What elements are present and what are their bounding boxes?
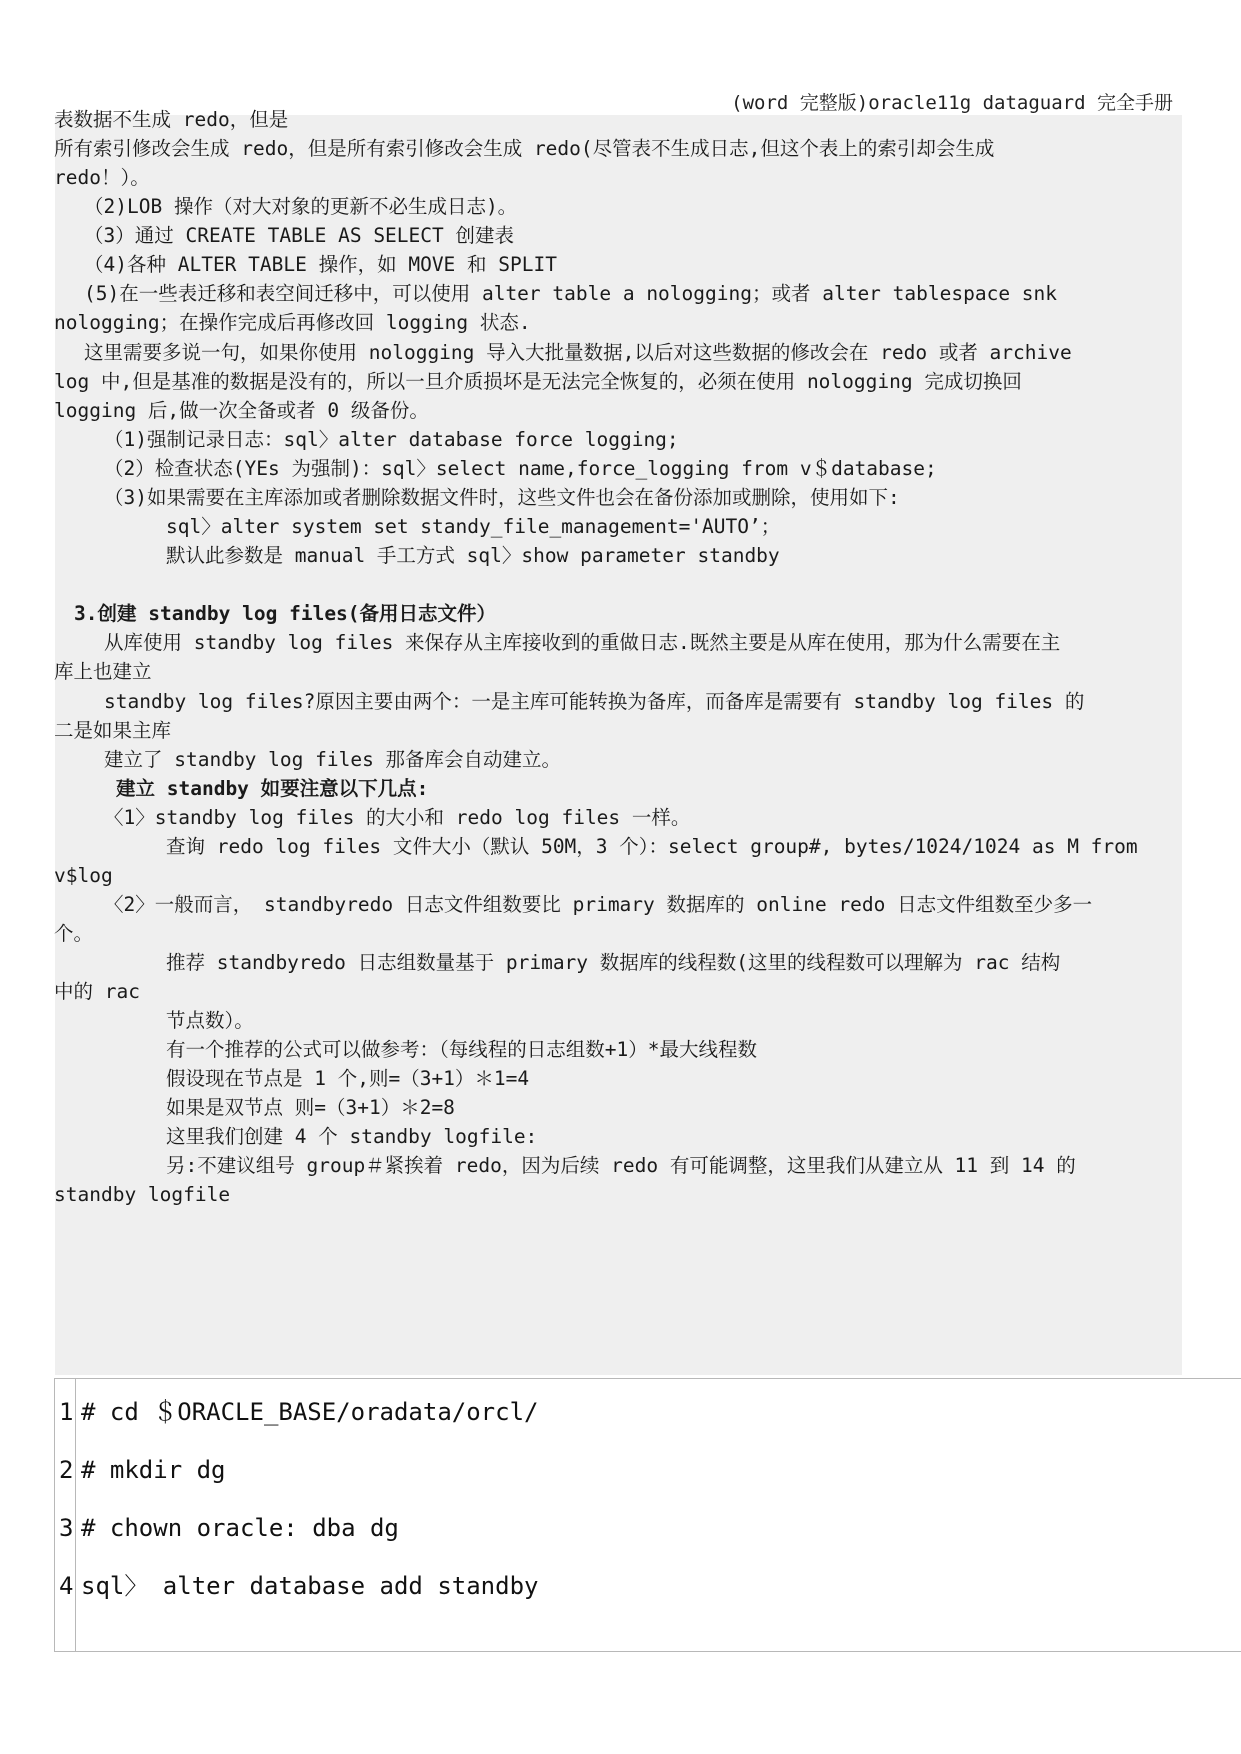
text-line: 查询 redo log files 文件大小（默认 50M，3 个）：select group#, bytes/1024/1024 as M from (166, 835, 1138, 858)
text-line: v$log (54, 864, 113, 887)
text-line: （2)LOB 操作（对大对象的更新不必生成日志)。 (84, 195, 518, 218)
code-text: sql〉 alter database add standby (81, 1572, 539, 1600)
text-line: 二是如果主库 (54, 719, 172, 742)
line-number: 3 (59, 1514, 74, 1542)
text-line: redo！）。 (54, 166, 150, 189)
text-line: standby log files?原因主要由两个：一是主库可能转换为备库，而备库是需要有 standby log files 的 (104, 690, 1085, 713)
text-line: 〈1〉standby log files 的大小和 redo log files 一样。 (104, 806, 691, 829)
text-line: 从库使用 standby log files 来保存从主库接收到的重做日志.既然主要是从库在使用，那为什么需要在主 (104, 631, 1061, 654)
text-line: 如果是双节点 则=（3+1）＊2=8 (166, 1096, 455, 1119)
text-line: 另:不建议组号 group＃紧挨着 redo，因为后续 redo 有可能调整，这里我们从建立从 11 到 14 的 (166, 1154, 1076, 1177)
line-number: 2 (59, 1456, 74, 1484)
text-line: 假设现在节点是 1 个,则=（3+1）＊1=4 (166, 1067, 530, 1090)
code-gutter-divider (75, 1379, 76, 1651)
line-number: 4 (59, 1572, 74, 1600)
text-line: 推荐 standbyredo 日志组数量基于 primary 数据库的线程数(这里的线程数可以理解为 rac 结构 (166, 951, 1061, 974)
text-line: （4)各种 ALTER TABLE 操作，如 MOVE 和 SPLIT (84, 253, 557, 276)
code-text: # cd ＄ORACLE_BASE/oradata/orcl/ (81, 1398, 539, 1426)
text-line: （2）检查状态(YEs 为强制)：sql〉select name,force_logging from v＄database; (104, 457, 937, 480)
text-line: logging 后,做一次全备或者 0 级备份。 (54, 399, 429, 422)
code-text: # mkdir dg (81, 1456, 226, 1484)
text-line: 所有索引修改会生成 redo，但是所有索引修改会生成 redo(尽管表不生成日志,但这个表上的索引却会生成 (54, 137, 995, 160)
text-line: (5)在一些表迁移和表空间迁移中，可以使用 alter table a nologging；或者 alter tablespace snk (84, 282, 1058, 305)
text-line: log 中,但是基准的数据是没有的，所以一旦介质损坏是无法完全恢复的，必须在使用 nologging 完成切换回 (54, 370, 1022, 393)
text-line: 默认此参数是 manual 手工方式 sql〉show parameter standby (166, 544, 780, 567)
text-line: 有一个推荐的公式可以做参考：（每线程的日志组数+1）*最大线程数 (166, 1038, 757, 1061)
text-line: 表数据不生成 redo，但是 (54, 108, 289, 131)
text-line: 中的 rac (54, 980, 140, 1003)
text-line: standby logfile (54, 1183, 231, 1206)
text-line: 建立了 standby log files 那备库会自动建立。 (104, 748, 562, 771)
page-header: (word 完整版)oracle11g dataguard 完全手册 (731, 92, 1173, 114)
text-line: （3）通过 CREATE TABLE AS SELECT 创建表 (84, 224, 514, 247)
text-line: （3)如果需要在主库添加或者删除数据文件时，这些文件也会在备份添加或删除，使用如下: (104, 486, 900, 509)
text-line: sql〉alter system set standy_file_management='AUTO’； (166, 515, 781, 538)
code-text: # chown oracle: dba dg (81, 1514, 399, 1542)
subheading: 建立 standby 如要注意以下几点: (116, 777, 429, 800)
text-line: （1)强制记录日志：sql〉alter database force logging; (104, 428, 679, 451)
line-number: 1 (59, 1398, 74, 1426)
section-heading: 3.创建 standby log files(备用日志文件） (74, 602, 497, 625)
text-line: 这里需要多说一句，如果你使用 nologging 导入大批量数据,以后对这些数据的修改会在 redo 或者 archive (84, 341, 1072, 364)
text-line: nologging；在操作完成后再修改回 logging 状态. (54, 311, 531, 334)
text-line: 这里我们创建 4 个 standby logfile: (166, 1125, 538, 1148)
text-line: 库上也建立 (54, 660, 152, 683)
code-block (54, 1378, 1241, 1652)
text-line: 节点数）。 (166, 1009, 254, 1032)
text-line: 个。 (54, 922, 94, 945)
text-line: 〈2〉一般而言， standbyredo 日志文件组数要比 primary 数据库的 online redo 日志文件组数至少多一 (104, 893, 1093, 916)
